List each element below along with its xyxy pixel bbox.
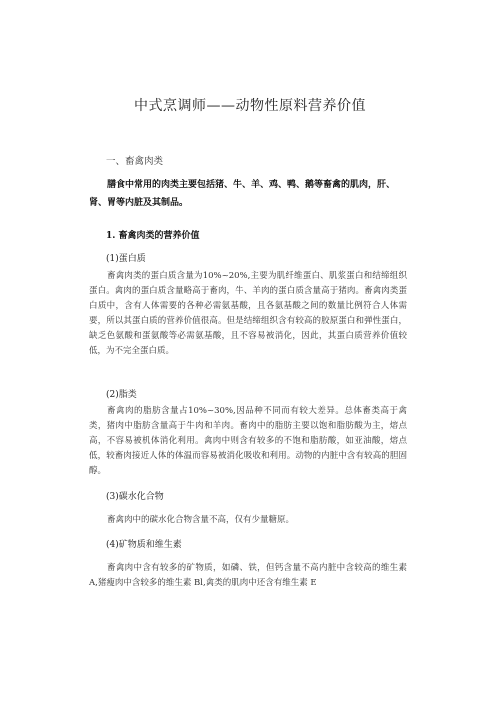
section-heading: 一、畜禽肉类 bbox=[106, 156, 164, 167]
page-title: 中式烹调师——动物性原料营养价值 bbox=[134, 98, 366, 114]
carbohydrate-paragraph: 畜禽肉中的碳水化合物含量不高，仅有少量糖原。 bbox=[107, 515, 295, 525]
protein-label: (1)蛋白质 bbox=[106, 254, 146, 264]
fat-label: (2)脂类 bbox=[106, 390, 137, 400]
subsection-heading: 1. 畜禽肉类的营养价值 bbox=[106, 231, 200, 241]
carbohydrate-label: (3)碳水化合物 bbox=[106, 492, 164, 502]
mineral-vitamin-paragraph: 畜禽肉中含有较多的矿物质，如磷、铁，但钙含量不高内脏中含较高的维生素 A,猪瘦肉中含较多的维生素 Bl,禽类的肌肉中还含有维生素 E bbox=[89, 563, 407, 588]
mineral-vitamin-label: (4)矿物质和维生素 bbox=[106, 540, 182, 550]
protein-paragraph: 畜禽肉类的蛋白质含量为10%~20%,主要为肌纤维蛋白、肌浆蛋白和结缔组织蛋白。禽肉的蛋白质含量略高于畜肉，牛、羊肉的蛋白质含量高于猪肉。畜禽肉类蛋白质中，含有人体需要的各种必需氨基酸，且各氨基酸之间的数量比例符合人体需要，所以其蛋白质的营养价值很高。但是结缔组织含有较高的胶原蛋白和弹性蛋白，缺乏色氨酸和蛋氨酸等必需氨基酸，且不容易被消化，因此，其蛋白质营养价值较低，为不完全蛋白质。 bbox=[89, 271, 407, 356]
fat-paragraph: 畜禽肉的脂肪含量占10%~30%,因品种不同而有较大差异。总体畜类高于禽类，猪肉中脂肪含量高于牛肉和羊肉。畜肉中的脂肪主要以饱和脂肪酸为主，熔点高，不容易被机体消化利用。禽肉中则含有较多的不饱和脂肪酸，如亚油酸，熔点低，较畜肉接近人体的体温而容易被消化吸收和利用。动物的内脏中含有较高的胆固醇。 bbox=[89, 406, 407, 476]
intro-paragraph: 膳食中常用的肉类主要包括猪、牛、羊、鸡、鸭、鹅等畜禽的肌肉，肝、肾、胃等内脏及其制品。 bbox=[89, 180, 396, 208]
